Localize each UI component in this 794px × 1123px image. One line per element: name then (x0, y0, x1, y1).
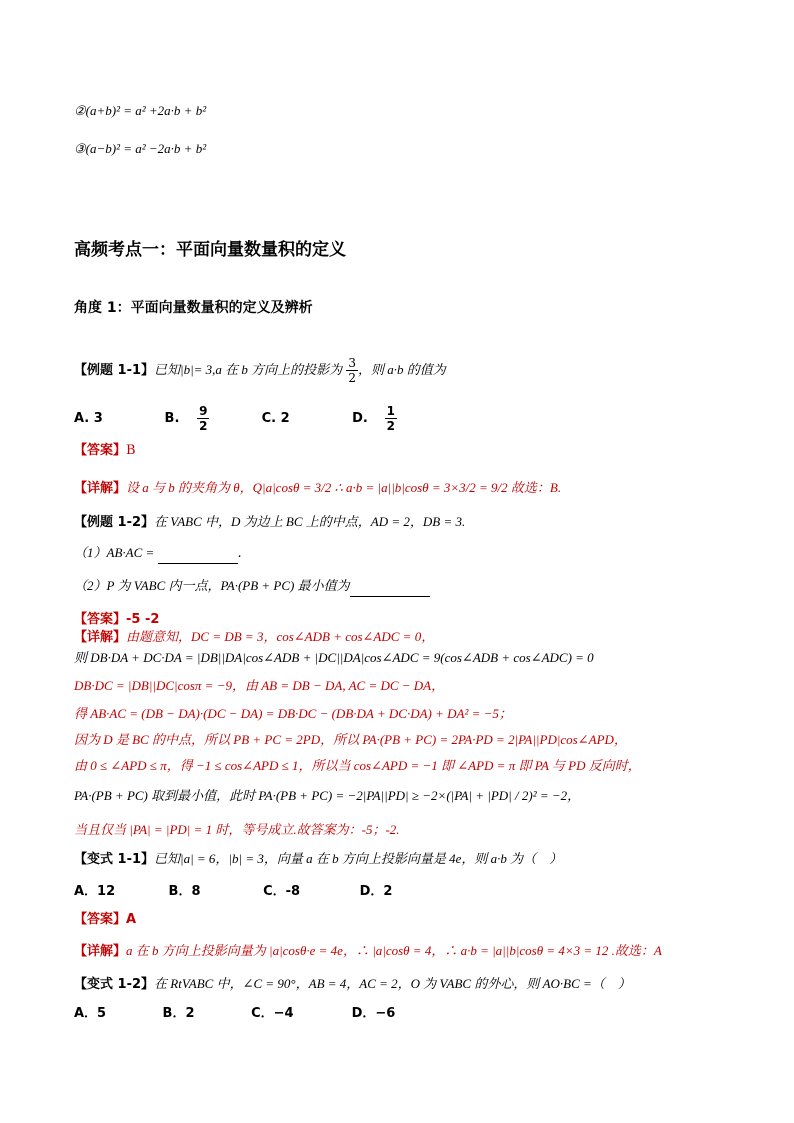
variant-1-1-stem (74, 849, 754, 870)
example-1-1-detail (74, 478, 754, 499)
option-b: B．8 (168, 884, 201, 899)
answer-blank (158, 549, 238, 564)
option-c: C．−4 (251, 1006, 294, 1021)
detail-tag: 【详解】 (74, 944, 127, 959)
detail-tag: 【详解】 (74, 481, 127, 496)
option-d: D．−6 (351, 1006, 396, 1021)
example-1-2-detail-line: 【详解】由题意知，DC = DB = 3，cos∠ADB + cos∠ADC = 0， (74, 629, 435, 645)
answer-blank (350, 582, 430, 597)
question-text: （1）AB·AC = (74, 545, 158, 560)
detail-text: a 在 b 方向上投影向量为 |a|cosθ·e = 4e，∴ |a|cosθ = 4，∴ a·b = |a||b|cosθ = 4×3 = 12 .故选：A (126, 943, 662, 958)
example-1-2-q2 (74, 576, 754, 597)
example-1-2-detail-line: PA·(PB + PC) 取到最小值，此时 PA·(PB + PC) = −2|PA||PD| ≥ −2×(|PA| + |PD| / 2)² = −2， (74, 788, 581, 803)
example-1-1-answer (74, 441, 754, 461)
example-stem-text: ，则 a·b 的值为 (357, 362, 446, 377)
example-1-1-options (74, 404, 754, 433)
fraction: $\frac{3}{2}$ (348, 356, 356, 385)
answer-value: B (126, 443, 136, 458)
variant-1-2-options (74, 1004, 754, 1024)
answer-tag: 【答案】 (74, 912, 127, 927)
question-text: （2）P 为 VABC 内一点，PA·(PB + PC) 最小值为 (74, 578, 350, 593)
example-1-2-detail-line: 由 0 ≤ ∠APD ≤ π，得 −1 ≤ cos∠APD ≤ 1，所以当 cos∠APD = −1 即 ∠APD = π 即 PA 与 PD 反向时， (74, 758, 641, 773)
variant-1-1-options (74, 882, 754, 902)
option-d: D．2 (359, 884, 393, 899)
formula-expand-sum: ②(a+b)² = a² +2a·b + b² (74, 103, 207, 118)
option-a: A．5 (74, 1006, 107, 1021)
example-1-2-detail-line: 因为 D 是 BC 的中点，所以 PB + PC = 2PD，所以 PA·(PB + PC) = 2PA·PD = 2|PA||PD|cos∠APD， (74, 732, 627, 747)
example-stem-text: 在 VABC 中，D 为边上 BC 上的中点，AD = 2，DB = 3. (154, 514, 466, 529)
option-b: B．2 (162, 1006, 195, 1021)
example-1-1-stem (74, 356, 754, 385)
answer-value: -5 -2 (126, 612, 160, 627)
example-1-2-stem (74, 512, 754, 533)
option-a: A. 3 (74, 411, 103, 426)
answer-value: A (126, 912, 137, 927)
option-b-fraction: $\frac{9}{2}$ (199, 404, 208, 433)
variant-1-2-stem (74, 974, 754, 995)
detail-text: 设 a 与 b 的夹角为 θ，Q|a|cosθ = 3/2 ∴ a·b = |a||b|cosθ = 3×3/2 = 9/2 故选：B. (126, 480, 562, 495)
example-tag: 【例题 1-1】 (74, 363, 155, 378)
option-a: A．12 (74, 884, 116, 899)
example-1-2-detail-line: DB·DC = |DB||DC|cosπ = −9，由 AB = DB − DA, AC = DC − DA， (74, 678, 445, 693)
variant-1-1-detail (74, 941, 754, 962)
example-stem-text: 已知|b|= 3,a 在 b 方向上的投影为 (154, 362, 343, 377)
variant-tag: 【变式 1-2】 (74, 977, 155, 992)
option-c: C. 2 (261, 411, 290, 426)
variant-stem-text: 在 RtVABC 中，∠C = 90°，AB = 4，AC = 2，O 为 VABC 的外心，则 AO·BC =（ ） (154, 976, 631, 991)
example-tag: 【例题 1-2】 (74, 515, 155, 530)
variant-stem-text: 已知|a| = 6，|b| = 3，向量 a 在 b 方向上投影向量是 4e，则 a·b 为（ ） (154, 851, 563, 866)
example-1-2-detail-line: 当且仅当 |PA| = |PD| = 1 时，等号成立.故答案为：-5；-2. (74, 822, 400, 837)
example-1-2-detail-line: 得 AB·AC = (DB − DA)·(DC − DA) = DB·DC − (DB·DA + DC·DA) + DA² = −5； (74, 706, 512, 721)
answer-tag: 【答案】 (74, 443, 127, 458)
formula-expand-diff: ③(a−b)² = a² −2a·b + b² (74, 141, 207, 156)
example-1-2-detail-line: 则 DB·DA + DC·DA = |DB||DA|cos∠ADB + |DC||DA|cos∠ADC = 9(cos∠ADB + cos∠ADC) = 0 (74, 650, 594, 665)
variant-1-1-answer (74, 910, 754, 930)
detail-tag: 【详解】 (74, 630, 127, 645)
angle-title: 角度 1：平面向量数量积的定义及辨析 (74, 300, 313, 316)
section-title: 高频考点一：平面向量数量积的定义 (74, 240, 346, 260)
variant-tag: 【变式 1-1】 (74, 852, 155, 867)
answer-tag: 【答案】 (74, 612, 127, 627)
option-c: C．-8 (263, 884, 301, 899)
example-1-2-q1: （1）AB·AC = . (74, 543, 754, 564)
option-d-fraction: $\frac{1}{2}$ (386, 404, 396, 433)
option-b: B. (164, 411, 180, 426)
option-d: D. (352, 411, 368, 426)
